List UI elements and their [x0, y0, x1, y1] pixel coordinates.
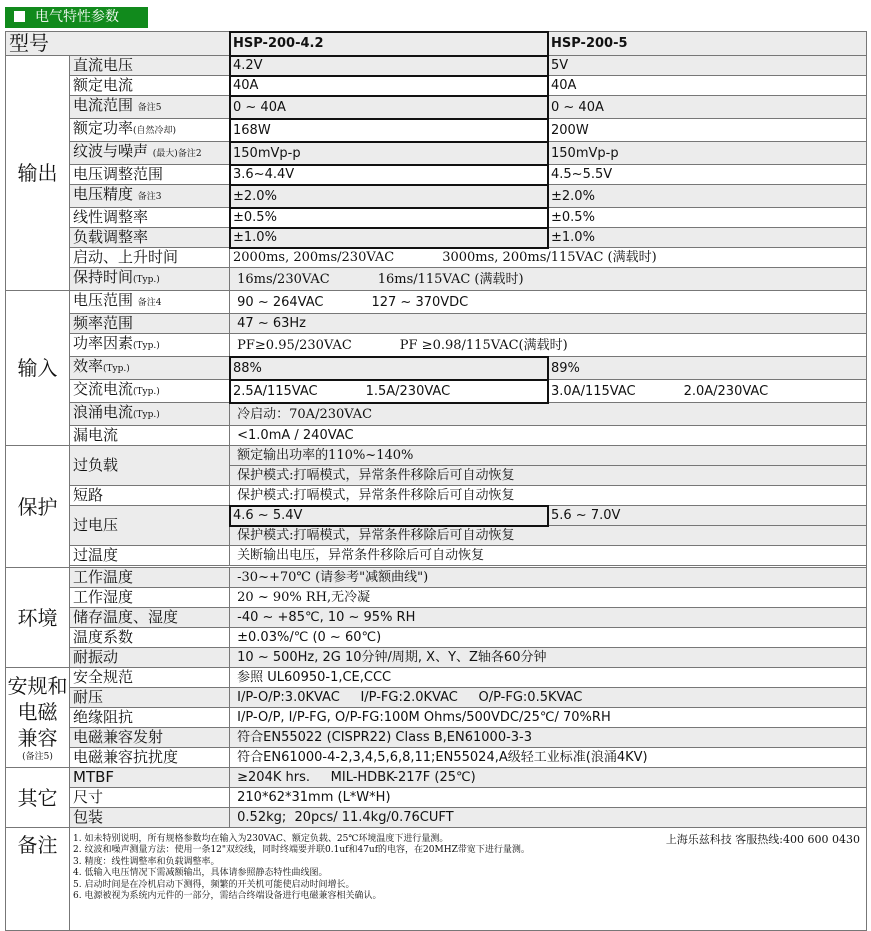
value-span	[230, 748, 867, 768]
value-part: 20 ~ 90% RH,无冷凝	[237, 590, 371, 605]
param-label: 纹波与噪声	[73, 142, 149, 160]
table-row	[6, 56, 867, 76]
notes-row	[6, 828, 867, 931]
param-note: (Typ.)	[133, 275, 160, 285]
value-span	[230, 628, 867, 648]
param-label: 电流范围	[73, 96, 134, 114]
value-part: 10 ~ 500Hz, 2G 10分钟/周期, X、Y、Z轴各60分钟	[237, 650, 547, 665]
param-name: 尺寸	[70, 788, 230, 808]
table-row	[6, 291, 867, 314]
value-span	[230, 608, 867, 628]
model-label: 型号	[6, 32, 230, 56]
value-span	[230, 334, 867, 357]
param-name: 额定电流	[70, 76, 230, 96]
value-part: 符合EN61000-4-2,3,4,5,6,8,11;EN55024,A级轻工业标准(浪涌4KV)	[237, 750, 648, 765]
param-label: 电压范围	[73, 291, 134, 309]
table-row	[6, 628, 867, 648]
param-note: (Typ.)	[133, 387, 160, 397]
group-output: 输出	[6, 56, 70, 291]
param-label: 额定功率	[73, 119, 134, 137]
value-part: 2.0A/230VAC	[683, 383, 769, 399]
value-span	[230, 688, 867, 708]
group-label: 电磁	[17, 699, 58, 724]
table-row	[6, 688, 867, 708]
spec-table	[5, 31, 867, 931]
value-b: ±1.0%	[548, 228, 867, 248]
value-span	[230, 291, 867, 314]
value-part: I/P-O/P:3.0KVAC I/P-FG:2.0KVAC O/P-FG:0.5KVAC	[237, 690, 583, 705]
table-row	[6, 768, 867, 788]
param-note: 备注5	[137, 103, 162, 113]
value-a: 4.6 ~ 5.4V	[230, 506, 548, 526]
value-span	[230, 788, 867, 808]
value-span	[230, 526, 867, 546]
table-row	[6, 546, 867, 566]
table-row	[6, 403, 867, 426]
table-row	[6, 486, 867, 506]
param-label: 效率	[73, 357, 104, 375]
table-row	[6, 728, 867, 748]
model-b: HSP-200-5	[548, 32, 867, 56]
table-row	[6, 808, 867, 828]
value-b: 4.5~5.5V	[548, 165, 867, 185]
param-label: 保持时间	[73, 268, 134, 286]
value-span	[230, 808, 867, 828]
value-a: ±1.0%	[230, 228, 548, 248]
param-name	[70, 96, 230, 119]
param-name: 包装	[70, 808, 230, 828]
value-part: 保护模式:打嗝模式，异常条件移除后可自动恢复	[237, 528, 515, 543]
value-part: 保护模式:打嗝模式，异常条件移除后可自动恢复	[237, 488, 515, 503]
value-span	[230, 486, 867, 506]
param-name: 电磁兼容抗扰度	[70, 748, 230, 768]
value-b: 5V	[548, 56, 867, 76]
group-others: 其它	[6, 768, 70, 828]
table-row	[6, 748, 867, 768]
param-note: (Typ.)	[133, 341, 160, 351]
table-row	[6, 568, 867, 588]
value-a: ±0.5%	[230, 208, 548, 228]
table-row	[6, 588, 867, 608]
value-span	[230, 728, 867, 748]
value-a: 168W	[230, 119, 548, 142]
value-a: 150mVp-p	[230, 142, 548, 165]
value-span	[230, 648, 867, 668]
param-name: 储存温度、湿度	[70, 608, 230, 628]
param-name: 线性调整率	[70, 208, 230, 228]
param-name: 耐压	[70, 688, 230, 708]
table-row	[6, 608, 867, 628]
table-row	[6, 314, 867, 334]
value-part: 2000ms, 200ms/230VAC	[233, 250, 395, 265]
value-b: 5.6 ~ 7.0V	[548, 506, 867, 526]
param-note: 备注3	[137, 192, 162, 202]
param-name	[70, 334, 230, 357]
param-note: (最大)备注2	[152, 149, 202, 159]
param-name	[70, 185, 230, 208]
section-title: 电气特性参数	[35, 9, 119, 25]
param-label: 浪涌电流	[73, 403, 134, 421]
param-name: 漏电流	[70, 426, 230, 446]
param-note: (Typ.)	[103, 364, 130, 374]
value-part: 47 ~ 63Hz	[237, 316, 306, 331]
table-row	[6, 380, 867, 403]
value-part: 210*62*31mm (L*W*H)	[237, 790, 391, 805]
value-a: 4.2V	[230, 56, 548, 76]
value-span	[230, 708, 867, 728]
table-row	[6, 165, 867, 185]
param-name: 工作温度	[70, 568, 230, 588]
param-name: 频率范围	[70, 314, 230, 334]
param-name: 工作湿度	[70, 588, 230, 608]
table-row	[6, 426, 867, 446]
param-label: 电压精度	[73, 185, 134, 203]
param-note: (自然冷却)	[133, 126, 177, 136]
value-part: PF≥0.95/230VAC	[237, 337, 352, 353]
value-b: ±0.5%	[548, 208, 867, 228]
group-note: (备注5)	[22, 751, 53, 762]
note-line: 6. 电源被视为系统内元件的一部分，需结合终端设备进行电磁兼容相关确认。	[73, 891, 382, 902]
param-name	[70, 291, 230, 314]
note-line: 2. 纹波和噪声测量方法：使用一条12"双绞线，同时终端要并联0.1uf和47uf的电容，在20MHZ带宽下进行量测。	[73, 845, 530, 856]
table-row	[6, 185, 867, 208]
note-line: 3. 精度：线性调整率和负载调整率。	[73, 856, 220, 867]
value-b: 89%	[548, 357, 867, 380]
value-b: 150mVp-p	[548, 142, 867, 165]
value-a: 40A	[230, 76, 548, 96]
value-span	[230, 268, 867, 291]
value-part: 3000ms, 200ms/115VAC (满载时)	[442, 250, 657, 265]
param-name	[70, 142, 230, 165]
value-part: ±0.03%/℃ (0 ~ 60℃)	[237, 630, 382, 645]
param-label: 交流电流	[73, 380, 134, 398]
param-name: 启动、上升时间	[70, 248, 230, 268]
param-name: 负载调整率	[70, 228, 230, 248]
group-input: 输入	[6, 291, 70, 446]
table-row	[6, 248, 867, 268]
value-a	[230, 380, 548, 403]
param-note: 备注4	[137, 298, 162, 308]
value-part: <1.0mA / 240VAC	[237, 428, 354, 443]
value-part: -40 ~ +85℃, 10 ~ 95% RH	[237, 610, 416, 625]
table-row	[6, 334, 867, 357]
value-span	[230, 768, 867, 788]
value-a: ±2.0%	[230, 185, 548, 208]
group-label: 安规和	[7, 673, 68, 698]
value-b: ±2.0%	[548, 185, 867, 208]
value-a: 3.6~4.4V	[230, 165, 548, 185]
table-row	[6, 228, 867, 248]
param-name: 过温度	[70, 546, 230, 566]
param-note: (Typ.)	[133, 410, 160, 420]
param-name	[70, 380, 230, 403]
value-part: 16ms/115VAC (满载时)	[377, 271, 524, 287]
value-span	[230, 426, 867, 446]
param-name	[70, 403, 230, 426]
contact-info: 上海乐兹科技 客服热线:400 600 0430	[665, 833, 860, 846]
table-row	[6, 357, 867, 380]
param-name: 耐振动	[70, 648, 230, 668]
value-span	[230, 446, 867, 466]
table-row	[6, 788, 867, 808]
param-name: 短路	[70, 486, 230, 506]
param-label: 功率因素	[73, 334, 134, 352]
value-part: I/P-O/P, I/P-FG, O/P-FG:100M Ohms/500VDC/25℃/ 70%RH	[237, 710, 611, 725]
value-span	[230, 248, 867, 268]
table-row	[6, 708, 867, 728]
value-span	[230, 546, 867, 566]
param-name: 直流电压	[70, 56, 230, 76]
note-line: 5. 启动时间是在冷机启动下测得，频繁的开关机可能使启动时间增长。	[73, 879, 355, 890]
value-part: 额定输出功率的110%~140%	[237, 448, 414, 463]
value-part: 127 ~ 370VDC	[371, 294, 469, 310]
value-b: 0 ~ 40A	[548, 96, 867, 119]
notes-cell	[70, 828, 867, 931]
param-name: MTBF	[70, 768, 230, 788]
value-part: 2.5A/115VAC	[233, 383, 318, 399]
table-row	[6, 119, 867, 142]
value-part: 3.0A/115VAC	[551, 383, 636, 399]
value-b: 200W	[548, 119, 867, 142]
table-row	[6, 208, 867, 228]
value-span	[230, 568, 867, 588]
value-part: PF ≥0.98/115VAC(满载时)	[399, 337, 568, 353]
value-b	[548, 380, 867, 403]
table-row	[6, 96, 867, 119]
value-part: ≥204K hrs. MIL-HDBK-217F (25℃)	[237, 770, 476, 785]
value-part: -30~+70℃ (请参考"减额曲线")	[237, 570, 429, 585]
table-row	[6, 268, 867, 291]
param-name	[70, 268, 230, 291]
group-safety	[6, 668, 70, 768]
note-line: 1. 如未特别说明，所有规格参数均在输入为230VAC、额定负载、25℃环境温度下进行量测。	[73, 834, 449, 844]
param-name: 安全规范	[70, 668, 230, 688]
table-row	[6, 142, 867, 165]
value-part: 16ms/230VAC	[237, 271, 330, 287]
group-notes: 备注	[6, 828, 70, 931]
param-name: 过负载	[70, 446, 230, 486]
section-header	[5, 7, 148, 28]
group-environment: 环境	[6, 568, 70, 668]
param-name	[70, 119, 230, 142]
value-part: 90 ~ 264VAC	[237, 294, 324, 310]
table-row	[6, 648, 867, 668]
param-name: 电磁兼容发射	[70, 728, 230, 748]
value-b: 40A	[548, 76, 867, 96]
model-a: HSP-200-4.2	[230, 32, 548, 56]
note-line: 4. 低输入电压情况下需减额输出，具体请参照静态特性曲线图。	[73, 868, 328, 879]
param-name: 温度系数	[70, 628, 230, 648]
value-span	[230, 314, 867, 334]
value-span	[230, 403, 867, 426]
value-part: 1.5A/230VAC	[365, 383, 451, 399]
value-a: 0 ~ 40A	[230, 96, 548, 119]
value-part: 保护模式:打嗝模式，异常条件移除后可自动恢复	[237, 468, 515, 483]
table-row	[6, 446, 867, 466]
square-bullet-icon	[14, 11, 25, 22]
value-span	[230, 588, 867, 608]
value-a: 88%	[230, 357, 548, 380]
group-protection: 保护	[6, 446, 70, 568]
value-part: 符合EN55022 (CISPR22) Class B,EN61000-3-3	[237, 730, 533, 745]
value-part: 0.52kg; 20pcs/ 11.4kg/0.76CUFT	[237, 810, 454, 825]
param-name: 绝缘阻抗	[70, 708, 230, 728]
param-name	[70, 357, 230, 380]
value-part: 关断输出电压，异常条件移除后可自动恢复	[237, 548, 485, 563]
param-name: 电压调整范围	[70, 165, 230, 185]
value-part: 冷启动：70A/230VAC	[237, 406, 373, 422]
value-span	[230, 668, 867, 688]
model-row	[6, 32, 867, 56]
param-name: 过电压	[70, 506, 230, 546]
group-label: 兼容	[17, 725, 58, 750]
value-part: 参照 UL60950-1,CE,CCC	[237, 670, 392, 685]
table-row	[6, 76, 867, 96]
table-row	[6, 668, 867, 688]
table-row	[6, 506, 867, 526]
value-span	[230, 466, 867, 486]
